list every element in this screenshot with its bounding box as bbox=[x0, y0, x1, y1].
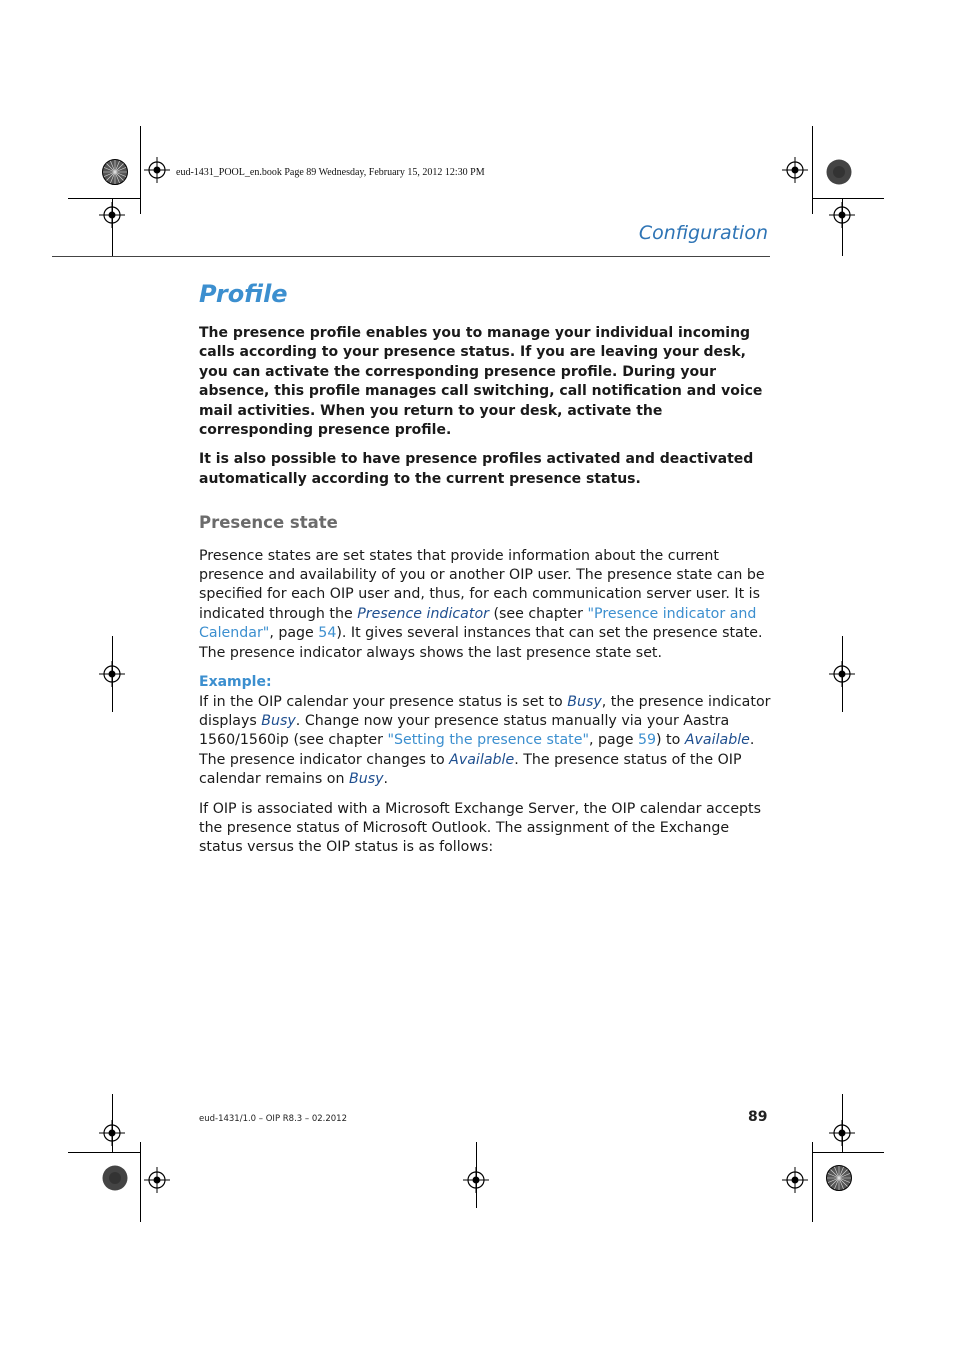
example-paragraph: If in the OIP calendar your presence status is set to Busy, the presence indicator displays Busy. Change now your presence status manually via your Aastra 1560/1560ip (see chapter "Setting the presence state", page 59) to Available. The presence indicator changes to Available. The presence status of the OIP calendar remains on Busy. bbox=[199, 693, 771, 788]
rosette-mark-icon bbox=[826, 1165, 852, 1191]
page-title: Profile bbox=[199, 280, 288, 308]
example-label: Example: bbox=[199, 674, 272, 691]
registration-target-icon bbox=[829, 661, 855, 687]
header-rule bbox=[52, 256, 770, 257]
intro-paragraph: It is also possible to have presence profiles activated and deactivated automatically according to the current presence status. bbox=[199, 451, 754, 487]
registration-target-icon bbox=[829, 202, 855, 228]
registration-target-icon bbox=[463, 1167, 489, 1193]
rosette-mark-icon bbox=[102, 159, 128, 185]
registration-target-icon bbox=[782, 1167, 808, 1193]
rosette-mark-icon bbox=[826, 159, 852, 185]
xref-link-setting-presence-state[interactable]: "Setting the presence state" bbox=[387, 732, 589, 749]
page-link-54[interactable]: 54 bbox=[318, 625, 337, 642]
footer-doc-id: eud-1431/1.0 – OIP R8.3 – 02.2012 bbox=[199, 1114, 347, 1124]
term-presence-indicator: Presence indicator bbox=[357, 605, 489, 622]
registration-target-icon bbox=[144, 1167, 170, 1193]
page-content bbox=[199, 324, 771, 858]
xref-link-presence-indicator-calendar[interactable]: "Presence indicator and Calendar" bbox=[199, 605, 757, 642]
print-slug: eud-1431_POOL_en.book Page 89 Wednesday, February 15, 2012 12:30 PM bbox=[176, 167, 485, 178]
registration-target-icon bbox=[829, 1120, 855, 1146]
intro-paragraph: The presence profile enables you to manage your individual incoming calls according to your presence status. If you are leaving your desk, you can activate the corresponding presence profile. During your absence, this profile manages call switching, call notification and voice mail activities. When you return to your desk, activate the corresponding presence profile. bbox=[199, 325, 763, 439]
section-heading: Presence state bbox=[199, 513, 338, 533]
registration-target-icon bbox=[782, 157, 808, 183]
page-number: 89 bbox=[748, 1109, 768, 1125]
registration-target-icon bbox=[99, 661, 125, 687]
registration-target-icon bbox=[99, 1120, 125, 1146]
body-paragraph: If OIP is associated with a Microsoft Exchange Server, the OIP calendar accepts the presence status of Microsoft Outlook. The assignment of the Exchange status versus the OIP status is as follows: bbox=[199, 800, 762, 856]
registration-target-icon bbox=[99, 202, 125, 228]
running-header-section: Configuration bbox=[638, 222, 768, 244]
rosette-mark-icon bbox=[102, 1165, 128, 1191]
page-link-59[interactable]: 59 bbox=[637, 732, 657, 749]
registration-target-icon bbox=[144, 157, 170, 183]
body-paragraph: Presence states are set states that provide information about the current presence and availability of you or another OIP user. The presence state can be specified for each OIP user and, thus, for each communication server user. It is indicated through the Presence indicator (see chapter "Presence indicator and Calendar", page 54). It gives several instances that can set the presence state. The presence indicator always shows the last presence state set. bbox=[199, 547, 765, 661]
